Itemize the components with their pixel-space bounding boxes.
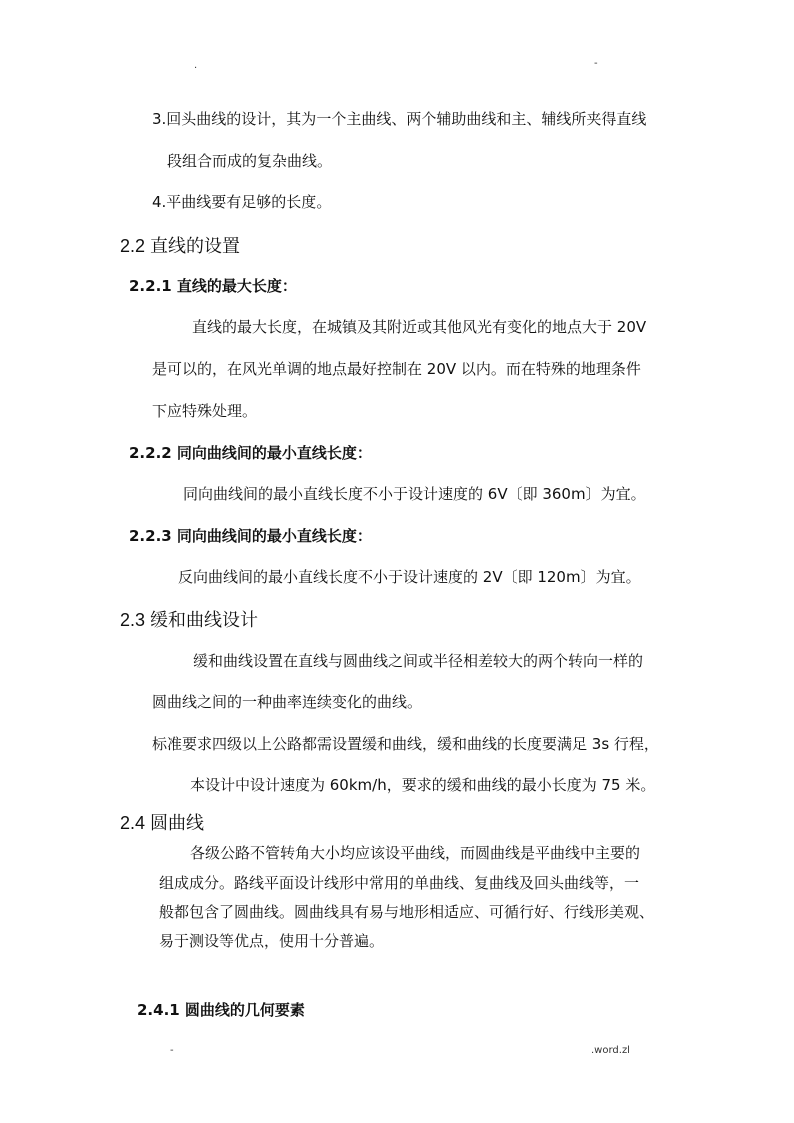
section-2-3-heading: 2.3 缓和曲线设计: [120, 610, 259, 630]
section-2-2-1-line-3: 下应特殊处理。: [152, 402, 258, 420]
footer-left-mark: -: [170, 1045, 174, 1056]
header-left-mark: .: [194, 60, 198, 71]
section-2-3-line-2: 圆曲线之间的一种曲率连续变化的曲线。: [152, 693, 423, 711]
section-2-2-3-text: 反向曲线间的最小直线长度不小于设计速度的 2V〔即 120m〕为宜。: [178, 568, 641, 586]
section-2-2-heading: 2.2 直线的设置: [120, 236, 241, 256]
item-4: 4.平曲线要有足够的长度。: [152, 193, 332, 211]
section-2-2-2-text: 同向曲线间的最小直线长度不小于设计速度的 6V〔即 360m〕为宜。: [183, 485, 646, 503]
section-2-4-line-1: 各级公路不管转角大小均应该设平曲线，而圆曲线是平曲线中主要的: [190, 844, 641, 862]
section-2-4-1-heading: 2.4.1 圆曲线的几何要素: [137, 1001, 305, 1019]
section-2-4-line-4: 易于测设等优点，使用十分普遍。: [159, 932, 385, 950]
section-2-2-1-line-1: 直线的最大长度，在城镇及其附近或其他风光有变化的地点大于 20V: [192, 318, 647, 336]
item-3-line-1: 3.回头曲线的设计，其为一个主曲线、两个辅助曲线和主、辅线所夹得直线: [152, 110, 647, 128]
section-2-3-line-3: 标准要求四级以上公路都需设置缓和曲线，缓和曲线的长度要满足 3s 行程，: [152, 735, 659, 753]
section-2-4-line-2: 组成成分。路线平面设计线形中常用的单曲线、复曲线及回头曲线等，一: [159, 874, 640, 892]
item-3-line-2: 段组合而成的复杂曲线。: [167, 152, 333, 170]
section-2-4-heading: 2.4 圆曲线: [120, 813, 205, 833]
section-2-3-line-1: 缓和曲线设置在直线与圆曲线之间或半径相差较大的两个转向一样的: [193, 652, 644, 670]
header-right-mark: -: [594, 58, 598, 69]
section-2-2-3-heading: 2.2.3 同向曲线间的最小直线长度：: [129, 527, 372, 545]
section-2-2-2-heading: 2.2.2 同向曲线间的最小直线长度：: [129, 444, 372, 462]
footer-right-text: .word.zl: [591, 1045, 630, 1056]
section-2-3-line-4: 本设计中设计速度为 60km/h，要求的缓和曲线的最小长度为 75 米。: [190, 776, 656, 794]
section-2-2-1-line-2: 是可以的，在风光单调的地点最好控制在 20V 以内。而在特殊的地理条件: [152, 360, 641, 378]
section-2-4-line-3: 般都包含了圆曲线。圆曲线具有易与地形相适应、可循行好、行线形美观、: [159, 903, 655, 921]
section-2-2-1-heading: 2.2.1 直线的最大长度：: [129, 277, 297, 295]
